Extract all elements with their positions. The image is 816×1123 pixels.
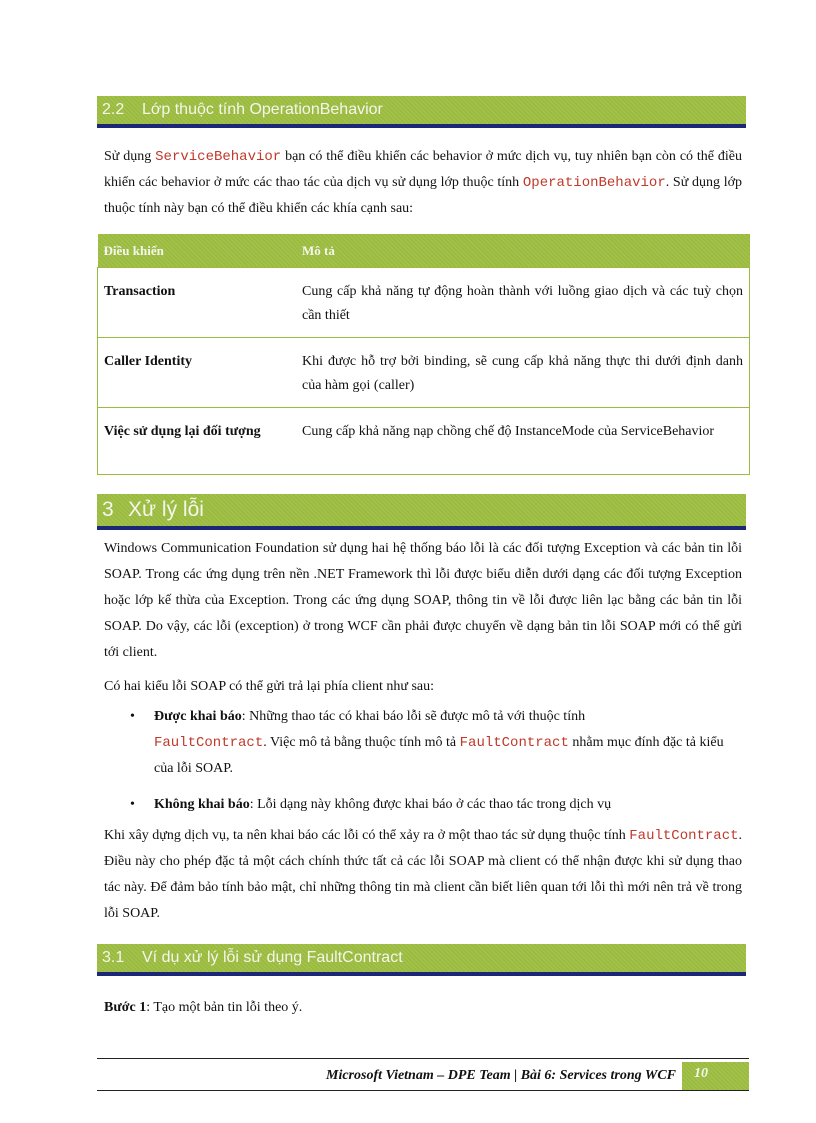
- table-row: [98, 338, 750, 408]
- table-cell-description: Cung cấp khả năng nạp chồng chế độ InstanceMode của ServiceBehavior: [296, 408, 750, 475]
- bullet-icon: •: [130, 797, 135, 812]
- bullet-text: . Việc mô tả bằng thuộc tính mô tả: [263, 735, 460, 750]
- section-heading-3: [97, 494, 746, 526]
- paragraph-text-2: . Điều này cho phép đặc tả một cách chính thức tất cả các lỗi SOAP mà client có thể nhận được khi sử dụng thao tác này. Để đảm bảo tính bảo mật, chỉ những thông tin mà client cần biết liên quan tới lỗi thì mới nên trả về trong lỗi SOAP.: [104, 828, 742, 921]
- table-cell-control: Việc sử dụng lại đối tượng: [98, 408, 297, 475]
- section-number: 3.1: [102, 949, 125, 966]
- list-item: [104, 704, 744, 782]
- table-cell-description: Khi được hỗ trợ bởi binding, sẽ cung cấp khả năng thực thi dưới định danh của hàm gọi (caller): [296, 338, 750, 408]
- code-fault-contract: FaultContract: [154, 735, 264, 751]
- section-number: 2.2: [102, 101, 125, 118]
- section-title: Xử lý lỗi: [128, 498, 204, 521]
- section-title: Ví dụ xử lý lỗi sử dụng FaultContract: [142, 949, 403, 966]
- paragraph-text-1: Khi xây dựng dịch vụ, ta nên khai báo các lỗi có thể xảy ra ở một thao tác sử dụng thuộc tính: [104, 828, 630, 843]
- section-number: 3: [102, 498, 114, 521]
- section-heading-2-2: [97, 96, 746, 124]
- table-cell-control: Caller Identity: [98, 338, 297, 408]
- section-title: Lớp thuộc tính OperationBehavior: [142, 101, 383, 118]
- footer-title: Microsoft Vietnam – DPE Team | Bài 6: Services trong WCF: [326, 1068, 676, 1083]
- list-item: [104, 792, 744, 818]
- paragraph-errors-intro: Windows Communication Foundation sử dụng hai hệ thống báo lỗi là các đối tượng Exception và các bản tin lỗi SOAP. Trong các ứng dụng trên nền .NET Framework thì lỗi được biểu diễn dưới dạng các đối tượng Exception hoặc lớp kế thừa của Exception. Trong các ứng dụng SOAP, thông tin về lỗi được liên lạc bằng các bản tin lỗi SOAP. Do vậy, các lỗi (exception) ở trong WCF cần phải được chuyển về dạng bản tin lỗi SOAP mới có thể gửi tới client.: [104, 541, 742, 660]
- footer-divider-top: [97, 1058, 749, 1059]
- code-fault-contract: FaultContract: [459, 735, 569, 751]
- intro-paragraph: [104, 144, 742, 222]
- step-label: Bước 1: [104, 1000, 147, 1015]
- table-row: [98, 408, 750, 475]
- code-operation-behavior: OperationBehavior: [522, 175, 666, 191]
- table-cell-control: Transaction: [98, 268, 297, 338]
- table-row: [98, 268, 750, 338]
- paragraph-fault-contract: [104, 823, 742, 927]
- intro-text-2: bạn có thể điều khiển các behavior ở mức dịch vụ, tuy nhiên bạn còn có thể điều khiển các behavior ở mức các thao tác của dịch vụ sử dụng lớp thuộc tính: [104, 149, 743, 190]
- step-1: [104, 995, 742, 1021]
- table-header-row: [98, 234, 750, 268]
- intro-text-1: Sử dụng: [104, 149, 156, 164]
- control-table: [97, 234, 750, 475]
- bullet-text: : Lỗi dạng này không được khai báo ở các thao tác trong dịch vụ: [249, 797, 612, 812]
- bullet-term: Không khai báo: [154, 797, 250, 812]
- table-header-control: Điều khiển: [103, 242, 164, 258]
- footer-divider-bottom: [97, 1090, 749, 1091]
- paragraph-error-kinds: Có hai kiểu lỗi SOAP có thể gửi trả lại phía client như sau:: [104, 679, 434, 694]
- page-number: 10: [682, 1062, 749, 1090]
- bullet-icon: •: [130, 709, 135, 724]
- table-cell-description: Cung cấp khả năng tự động hoàn thành với luồng giao dịch và các tuỳ chọn cần thiết: [296, 268, 750, 338]
- bullet-text: nhằm mục đính đặc tả kiểu của lỗi SOAP.: [154, 735, 724, 776]
- intro-text-3: . Sử dụng lớp thuộc tính này bạn có thể điều khiển các khía cạnh sau:: [104, 175, 742, 216]
- error-kind-list: [104, 704, 744, 818]
- step-text: : Tạo một bản tin lỗi theo ý.: [146, 1000, 303, 1015]
- bullet-text: : Những thao tác có khai báo lỗi sẽ được mô tả với thuộc tính: [241, 709, 586, 724]
- section-heading-3-1: [97, 944, 746, 972]
- code-fault-contract: FaultContract: [629, 828, 739, 844]
- table-header-description: Mô tả: [302, 242, 335, 258]
- bullet-term: Được khai báo: [154, 709, 242, 724]
- code-service-behavior: ServiceBehavior: [155, 149, 282, 165]
